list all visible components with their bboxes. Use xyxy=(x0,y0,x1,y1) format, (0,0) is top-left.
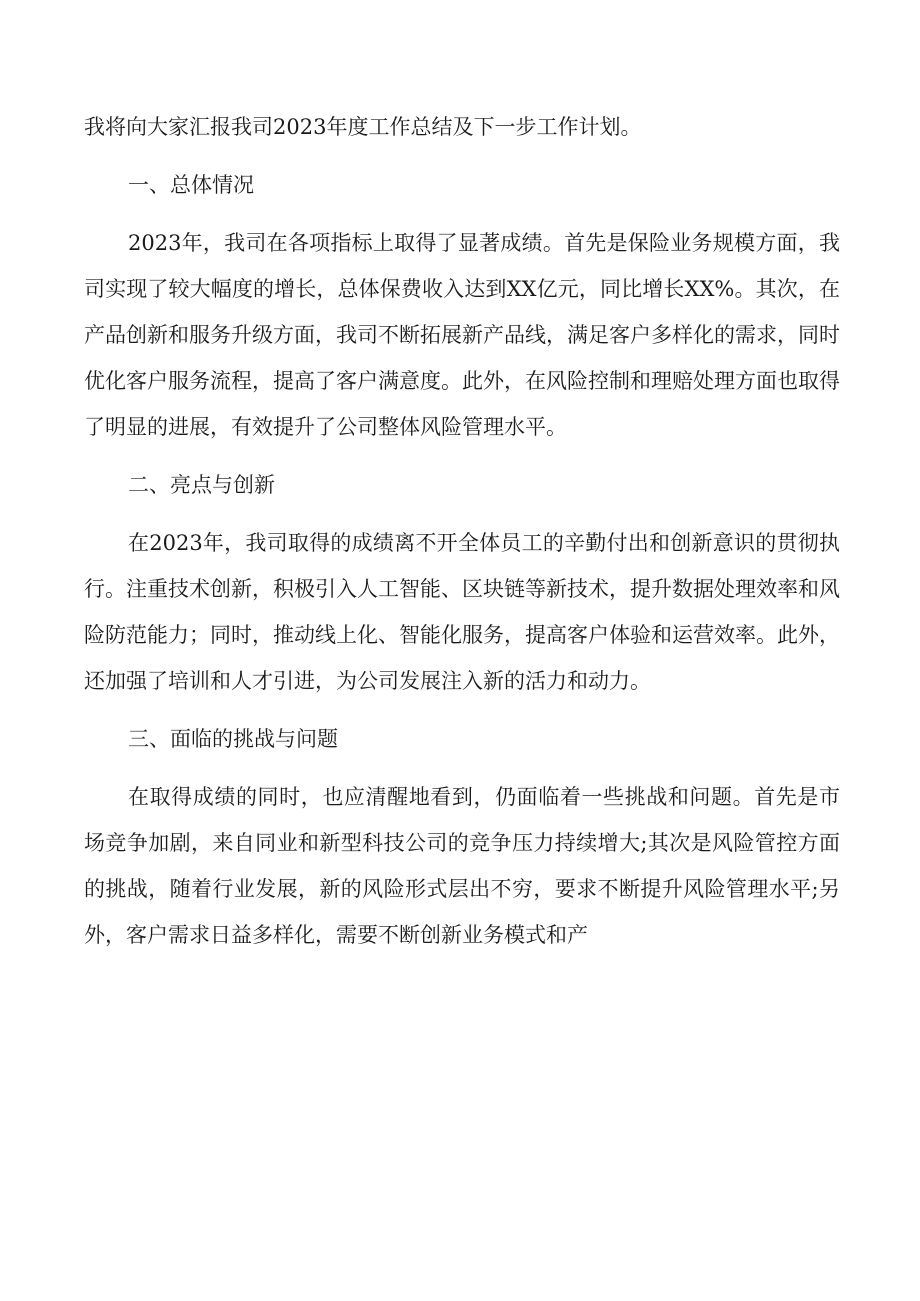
section-body-challenges: 在取得成绩的同时，也应清醒地看到，仍面临着一些挑战和问题。首先是市场竞争加剧，来自同业和新型科技公司的竞争压力持续增大;其次是风险管控方面的挑战，随着行业发展，新的风险形式层出不穷，要求不断提升风险管理水平;另外，客户需求日益多样化，需要不断创新业务模式和产 xyxy=(84,785,840,947)
section-body-overview: 2023年，我司在各项指标上取得了显著成绩。首先是保险业务规模方面，我司实现了较大幅度的增长，总体保费收入达到XX亿元，同比增长XX%。其次，在产品创新和服务升级方面，我司不断拓展新产品线，满足客户多样化的需求，同时优化客户服务流程，提高了客户满意度。此外，在风险控制和理赔处理方面也取得了明显的进展，有效提升了公司整体风险管理水平。 xyxy=(84,231,840,439)
section-heading-challenges: 三、面临的挑战与问题 xyxy=(128,727,338,751)
document-body xyxy=(84,104,840,970)
intro-paragraph: 我将向大家汇报我司2023年度工作总结及下一步工作计划。 xyxy=(84,115,642,139)
section-heading-highlights: 二、亮点与创新 xyxy=(128,473,275,497)
section-body-highlights: 在2023年，我司取得的成绩离不开全体员工的辛勤付出和创新意识的贯彻执行。注重技术创新，积极引入人工智能、区块链等新技术，提升数据处理效率和风险防范能力；同时，推动线上化、智能化服务，提高客户体验和运营效率。此外，还加强了培训和人才引进，为公司发展注入新的活力和动力。 xyxy=(84,531,840,693)
section-heading-overview: 一、总体情况 xyxy=(128,173,254,197)
